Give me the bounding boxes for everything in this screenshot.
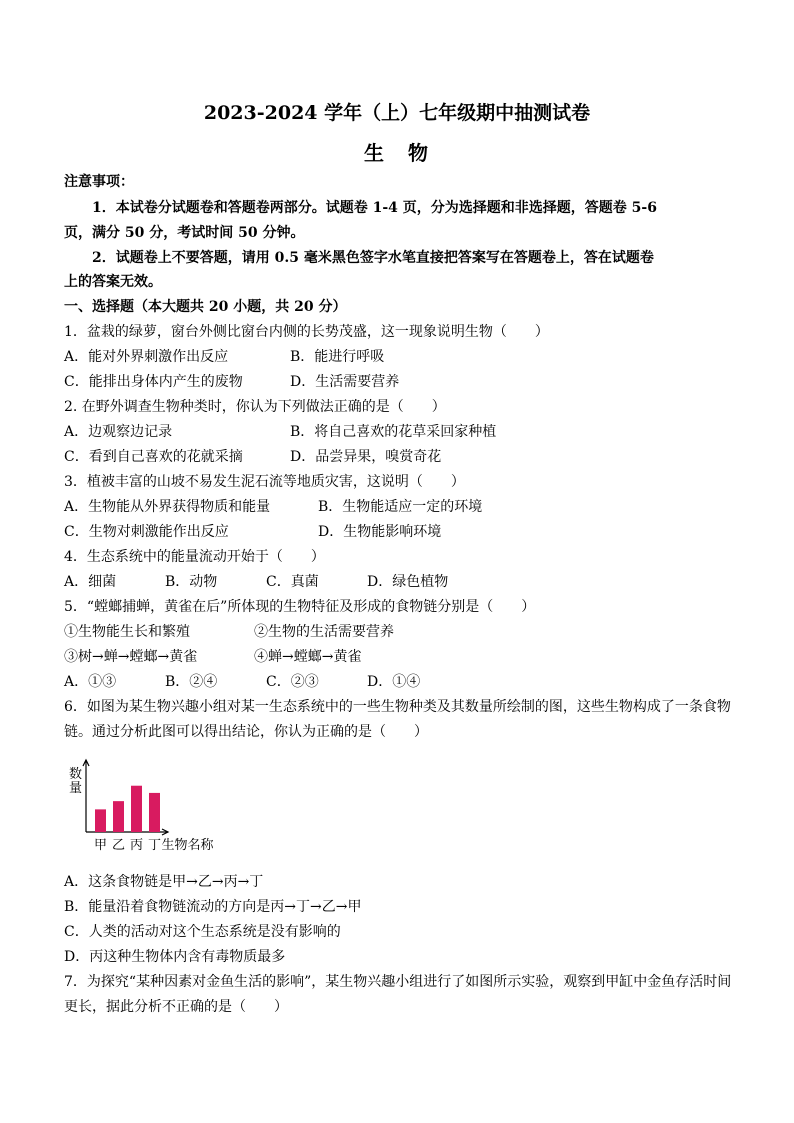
question-4-option-b: B．动物 <box>165 574 218 590</box>
question-2-stem: 2. 在野外调查生物种类时，你认为下列做法正确的是（ ） <box>64 399 446 415</box>
notice-heading: 注意事项： <box>64 174 134 190</box>
question-3-option-c: C．生物对刺激能作出反应 <box>64 524 229 540</box>
question-1-option-a: A．能对外界刺激作出反应 <box>64 349 229 365</box>
question-1-stem: 1．盆栽的绿萝，窗台外侧比窗台内侧的长势茂盛，这一现象说明生物（ ） <box>64 324 549 340</box>
question-5-statement-1: ①生物能生长和繁殖 <box>64 624 190 640</box>
question-1-option-c: C．能排出身体内产生的废物 <box>64 374 243 390</box>
question-5-statement-3: ③树→蝉→螳螂→黄雀 <box>64 649 198 665</box>
x-tick-label: 甲 <box>93 838 108 853</box>
question-1-option-b: B．能进行呼吸 <box>290 349 385 365</box>
question-5-option-a: A．①③ <box>64 674 117 690</box>
bar-甲 <box>95 809 106 832</box>
question-5-option-d: D．①④ <box>367 674 421 690</box>
bar-丁 <box>149 793 160 832</box>
question-6-option-d: D．丙这种生物体内含有毒物质最多 <box>64 949 286 965</box>
question-6-option-a: A．这条食物链是甲→乙→丙→丁 <box>64 874 264 890</box>
question-4-option-a: A．细菌 <box>64 574 117 590</box>
question-4-option-d: D．绿色植物 <box>367 574 449 590</box>
x-axis-label: 生物名称 <box>161 838 214 853</box>
question-6-option-b: B．能量沿着食物链流动的方向是丙→丁→乙→甲 <box>64 899 362 915</box>
question-7-stem-line-1: 7．为探究“某种因素对金鱼生活的影响”，某生物兴趣小组进行了如图所示实验，观察到甲缸中金鱼存活时间 <box>64 974 732 990</box>
question-3-option-b: B．生物能适应一定的环境 <box>318 499 483 515</box>
question-3-option-a: A．生物能从外界获得物质和能量 <box>64 499 271 515</box>
question-2-option-d: D．品尝异果，嗅赏奇花 <box>290 449 442 465</box>
question-6-stem-line-2: 链。通过分析此图可以得出结论，你认为正确的是（ ） <box>64 724 428 740</box>
subject-title: 生 物 <box>364 141 430 165</box>
bar-丙 <box>131 786 142 832</box>
y-axis-label: 数量 <box>69 767 83 796</box>
question-2-option-c: C．看到自己喜欢的花就采摘 <box>64 449 243 465</box>
question-5-option-b: B．②④ <box>165 674 218 690</box>
notice-item-1-line-2: 页，满分 50 分，考试时间 50 分钟。 <box>64 225 305 241</box>
question-2-option-a: A．边观察边记录 <box>64 424 173 440</box>
question-4-option-c: C．真菌 <box>266 574 319 590</box>
question-5-stem: 5．“螳螂捕蝉，黄雀在后”所体现的生物特征及形成的食物链分别是（ ） <box>64 599 536 615</box>
question-4-stem: 4．生态系统中的能量流动开始于（ ） <box>64 549 325 565</box>
x-tick-label: 丁 <box>147 838 162 853</box>
question-6-option-c: C．人类的活动对这个生态系统是没有影响的 <box>64 924 341 940</box>
section-heading: 一、选择题（本大题共 20 小题，共 20 分） <box>64 299 347 315</box>
question-2-option-b: B．将自己喜欢的花草采回家种植 <box>290 424 497 440</box>
question-7-stem-line-2: 更长，据此分析不正确的是（ ） <box>64 999 288 1015</box>
notice-item-2-line-1: 2．试题卷上不要答题，请用 0.5 毫米黑色签字水笔直接把答案写在答题卷上，答在试题卷 <box>92 250 654 266</box>
notice-item-2-line-2: 上的答案无效。 <box>64 274 162 290</box>
bar-乙 <box>113 801 124 832</box>
x-tick-label: 丙 <box>129 838 144 853</box>
notice-item-1-line-1: 1．本试卷分试题卷和答题卷两部分。试题卷 1-4 页，分为选择题和非选择题，答题卷 5-6 <box>92 200 657 216</box>
bar-chart <box>64 758 264 858</box>
question-5-statement-2: ②生物的生活需要营养 <box>254 624 394 640</box>
question-3-stem: 3．植被丰富的山坡不易发生泥石流等地质灾害，这说明（ ） <box>64 474 465 490</box>
question-1-option-d: D．生活需要营养 <box>290 374 400 390</box>
question-5-statement-4: ④蝉→螳螂→黄雀 <box>254 649 362 665</box>
question-3-option-d: D．生物能影响环境 <box>318 524 442 540</box>
exam-title: 2023-2024 学年（上）七年级期中抽测试卷 <box>203 102 591 124</box>
question-5-option-c: C．②③ <box>266 674 319 690</box>
x-tick-label: 乙 <box>111 838 126 853</box>
question-6-stem-line-1: 6．如图为某生物兴趣小组对某一生态系统中的一些生物种类及其数量所绘制的图，这些生物构成了一条食物 <box>64 699 731 715</box>
